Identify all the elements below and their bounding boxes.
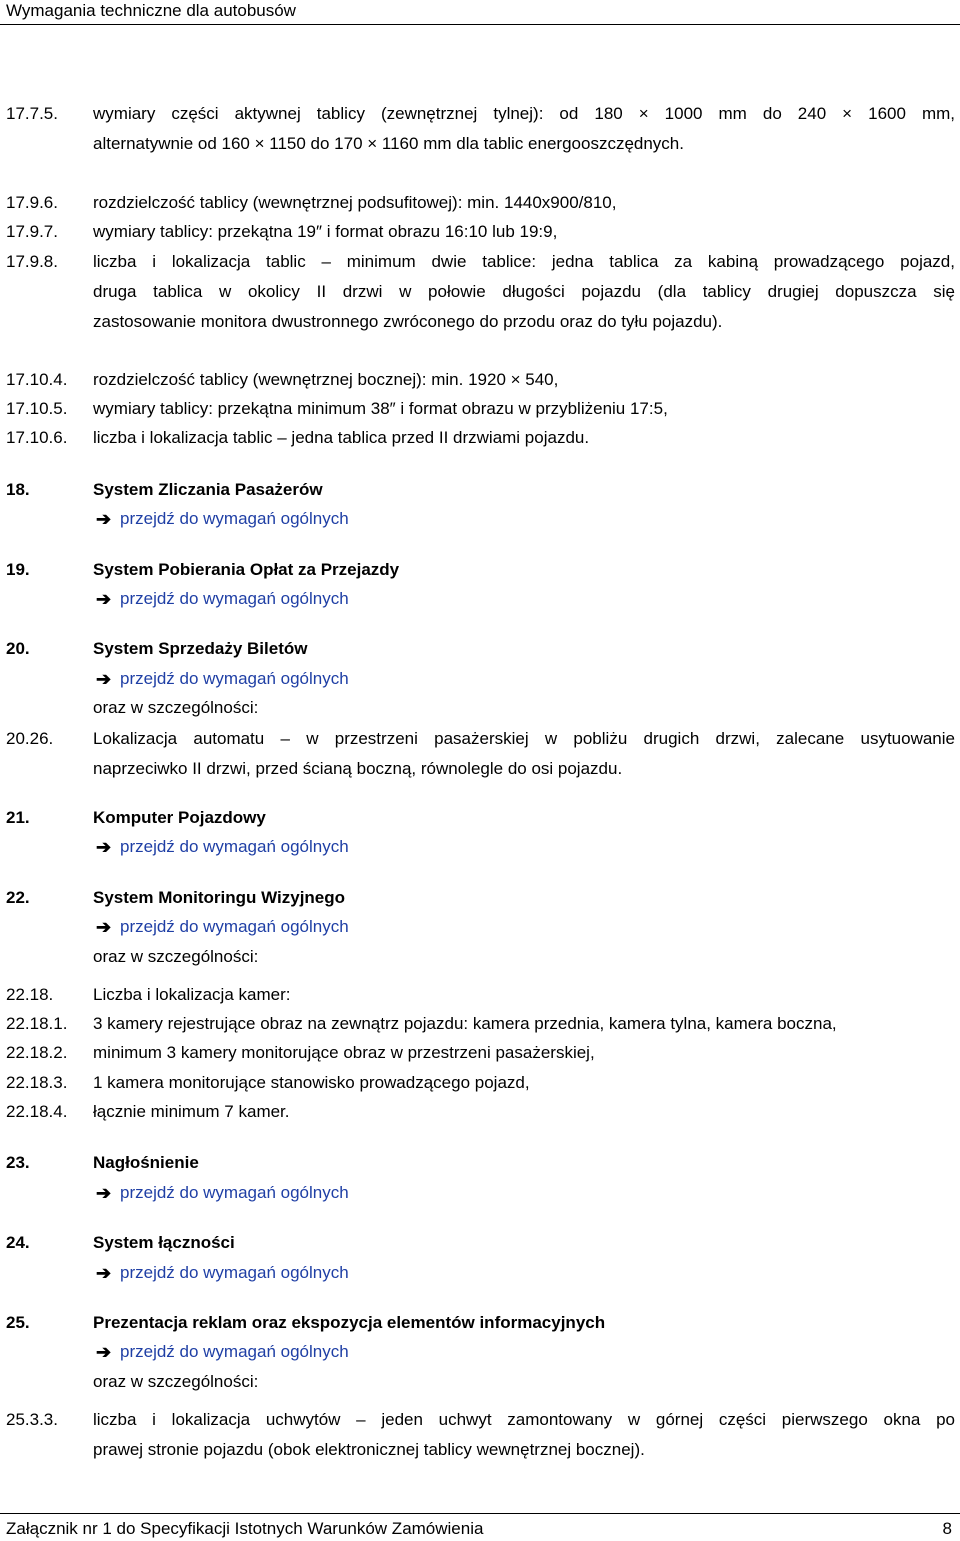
item-text: alternatywnie od 160 × 1150 do 170 × 1160 mm dla tablic energooszczędnych. [93,134,684,153]
item-text: 1 kamera monitorujące stanowisko prowadzącego pojazd, [93,1073,530,1092]
arrow-right-icon: ➔ [96,917,112,937]
footer-text: Załącznik nr 1 do Specyfikacji Istotnych Warunków Zamówienia [6,1519,484,1538]
footer-divider [0,1513,960,1514]
page-number: 8 [942,1519,952,1538]
section-title: System Monitoringu Wizyjnego [93,888,346,907]
section-number: 23. [6,1153,30,1172]
general-requirements-link[interactable]: przejdź do wymagań ogólnych [120,837,349,856]
item-text: wymiary części aktywnej tablicy (zewnętrznej tylnej): od 180 × 1000 mm do 240 × 1600 mm, [93,104,955,123]
item-number: 22.18.3. [6,1073,68,1092]
general-requirements-link[interactable]: przejdź do wymagań ogólnych [120,1342,349,1361]
section-number: 19. [6,560,30,579]
item-text: druga tablica w okolicy II drzwi w połowie długości pojazdu (dla tablicy drugiej dopuszcza się [93,282,955,301]
item-number: 22.18. [6,985,54,1004]
arrow-right-icon: ➔ [96,509,112,529]
item-number: 25.3.3. [6,1410,58,1429]
section-note: oraz w szczególności: [93,947,259,966]
page-header [0,0,960,25]
item-text: zastosowanie monitora dwustronnego zwróconego do przodu oraz do tyłu pojazdu). [93,312,723,331]
section-number: 21. [6,808,30,827]
section-number: 18. [6,480,30,499]
item-number: 17.10.6. [6,428,68,447]
general-requirements-link[interactable]: przejdź do wymagań ogólnych [120,669,349,688]
item-text: rozdzielczość tablicy (wewnętrznej bocznej): min. 1920 × 540, [93,370,559,389]
general-requirements-link[interactable]: przejdź do wymagań ogólnych [120,1183,349,1202]
header-divider [0,24,960,25]
arrow-right-icon: ➔ [96,837,112,857]
item-text: minimum 3 kamery monitorujące obraz w przestrzeni pasażerskiej, [93,1043,595,1062]
item-text: łącznie minimum 7 kamer. [93,1102,290,1121]
item-text: liczba i lokalizacja tablic – minimum dwie tablice: jedna tablica za kabiną prowadzącego pojazd, [93,252,955,271]
arrow-right-icon: ➔ [96,1263,112,1283]
item-text: Liczba i lokalizacja kamer: [93,985,291,1004]
document-title: Wymagania techniczne dla autobusów [6,1,296,20]
item-number: 22.18.2. [6,1043,68,1062]
item-number: 17.10.4. [6,370,68,389]
item-number: 22.18.1. [6,1014,68,1033]
general-requirements-link[interactable]: przejdź do wymagań ogólnych [120,917,349,936]
section-title: System Zliczania Pasażerów [93,480,323,499]
item-text: Lokalizacja automatu – w przestrzeni pasażerskiej w pobliżu drugich drzwi, zalecane usytuowanie [93,729,955,748]
general-requirements-link[interactable]: przejdź do wymagań ogólnych [120,1263,349,1282]
item-number: 22.18.4. [6,1102,68,1121]
section-title: Prezentacja reklam oraz ekspozycja elementów informacyjnych [93,1313,606,1332]
item-text: rozdzielczość tablicy (wewnętrznej podsufitowej): min. 1440x900/810, [93,193,617,212]
section-number: 22. [6,888,30,907]
section-title: System Sprzedaży Biletów [93,639,308,658]
item-number: 20.26. [6,729,54,748]
item-text: liczba i lokalizacja uchwytów – jeden uchwyt zamontowany w górnej części pierwszego okna po [93,1410,955,1429]
item-text: naprzeciwko II drzwi, przed ścianą boczną, równolegle do osi pojazdu. [93,759,623,778]
arrow-right-icon: ➔ [96,669,112,689]
item-number: 17.9.7. [6,222,58,241]
arrow-right-icon: ➔ [96,1342,112,1362]
section-number: 20. [6,639,30,658]
section-title: System Pobierania Opłat za Przejazdy [93,560,400,579]
item-text: wymiary tablicy: przekątna 19″ i format obrazu 16:10 lub 19:9, [93,222,558,241]
section-number: 25. [6,1313,30,1332]
section-note: oraz w szczególności: [93,1372,259,1391]
section-number: 24. [6,1233,30,1252]
general-requirements-link[interactable]: przejdź do wymagań ogólnych [120,589,349,608]
general-requirements-link[interactable]: przejdź do wymagań ogólnych [120,509,349,528]
item-text: prawej stronie pojazdu (obok elektronicznej tablicy wewnętrznej bocznej). [93,1440,645,1459]
section-title: System łączności [93,1233,235,1252]
item-text: 3 kamery rejestrujące obraz na zewnątrz pojazdu: kamera przednia, kamera tylna, kamera boczna, [93,1014,837,1033]
item-number: 17.9.6. [6,193,58,212]
section-title: Nagłośnienie [93,1153,199,1172]
section-note: oraz w szczególności: [93,698,259,717]
item-number: 17.10.5. [6,399,68,418]
item-number: 17.7.5. [6,104,58,123]
item-text: liczba i lokalizacja tablic – jedna tablica przed II drzwiami pojazdu. [93,428,590,447]
item-number: 17.9.8. [6,252,58,271]
arrow-right-icon: ➔ [96,1183,112,1203]
item-text: wymiary tablicy: przekątna minimum 38″ i format obrazu w przybliżeniu 17:5, [93,399,668,418]
section-title: Komputer Pojazdowy [93,808,266,827]
arrow-right-icon: ➔ [96,589,112,609]
